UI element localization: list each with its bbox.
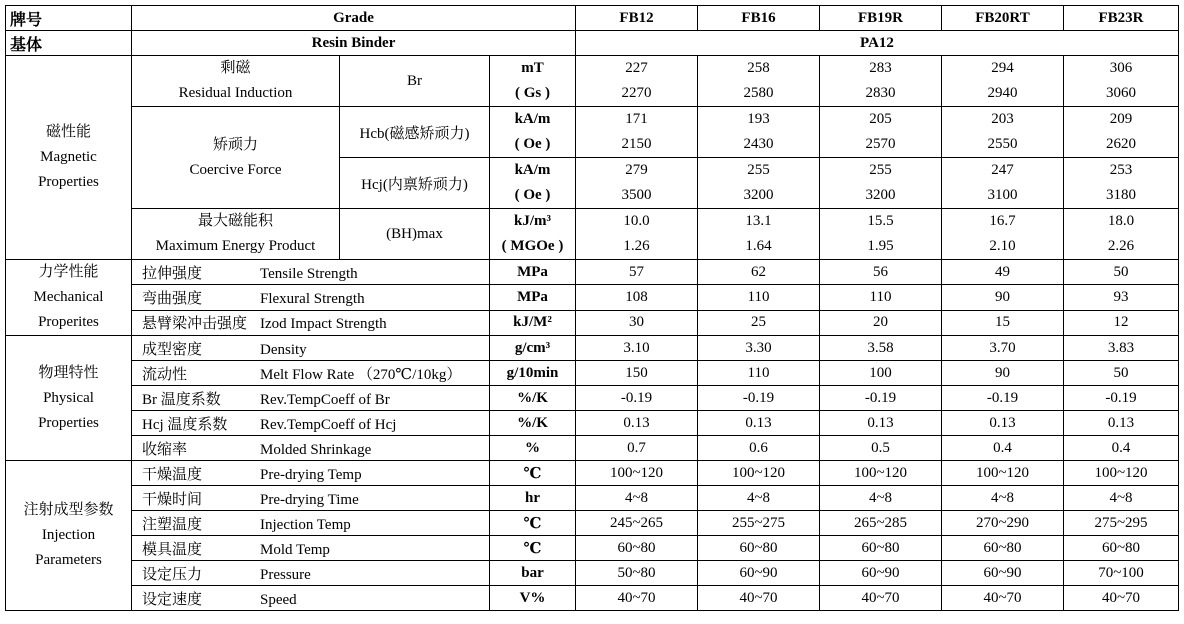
table-row (6, 411, 1179, 436)
unit: %/K (490, 386, 576, 411)
table-row (6, 56, 1179, 107)
unit: g/10min (490, 361, 576, 386)
property-name-cn: Br 温度系数 (142, 391, 221, 408)
cell-line: 10.0 (623, 213, 650, 229)
binder-en: Resin Binder (132, 31, 576, 56)
value: 60~90 (942, 561, 1064, 586)
value: 4~8 (942, 486, 1064, 511)
property-name-en: Rev.TempCoeff of Hcj (260, 416, 397, 433)
grade-header: FB23R (1064, 6, 1179, 31)
property-name-cn: 弯曲强度 (142, 290, 203, 307)
property-name (132, 486, 490, 511)
property-name-en: Tensile Strength (260, 265, 358, 282)
cell-line: Coercive Force (189, 161, 282, 178)
value: 56 (820, 260, 942, 285)
table-row (6, 536, 1179, 561)
category-line: 注射成型参数 (23, 502, 114, 518)
cell-line: 306 (1109, 60, 1133, 76)
cell-line: 2830 (865, 85, 896, 101)
property-name-cn: 模具温度 (142, 541, 203, 558)
value: 50 (1064, 260, 1179, 285)
property-name-en: Pressure (260, 566, 311, 583)
grade-header: FB16 (698, 6, 820, 31)
value (698, 158, 820, 209)
value: 12 (1064, 310, 1179, 335)
table-row (6, 436, 1179, 461)
property-name-en: Density (260, 341, 307, 358)
value: -0.19 (1064, 386, 1179, 411)
value: 4~8 (698, 486, 820, 511)
cell-line: 18.0 (1107, 213, 1135, 229)
cell-line: 2.10 (989, 238, 1016, 254)
property-name-cn: 成型密度 (142, 341, 203, 358)
binder-value: PA12 (576, 31, 1179, 56)
value: 0.13 (1064, 411, 1179, 436)
cell-line: 1.64 (745, 238, 772, 254)
cell-line: kJ/m³ (513, 213, 551, 229)
value: 0.7 (576, 436, 698, 461)
category-line: 力学性能 (38, 264, 99, 280)
cell-line: Residual Induction (178, 85, 293, 101)
value: 110 (698, 361, 820, 386)
value (820, 158, 942, 209)
table-row (6, 511, 1179, 536)
category-line: Mechanical (33, 289, 104, 305)
value: 0.13 (942, 411, 1064, 436)
property-name-cn: 干燥温度 (142, 466, 203, 483)
property-name-cn: Hcj 温度系数 (142, 416, 228, 433)
value: 100~120 (698, 461, 820, 486)
cell-line: 294 (991, 60, 1014, 76)
value (576, 209, 698, 260)
category-line: Injection (41, 527, 96, 543)
value: 60~80 (942, 536, 1064, 561)
property-name-cn: 设定速度 (142, 591, 203, 608)
value: 100~120 (1064, 461, 1179, 486)
unit (490, 107, 576, 158)
unit: kJ/M² (490, 310, 576, 335)
property-name-en: Melt Flow Rate （270℃/10kg） (260, 366, 462, 383)
value: -0.19 (698, 386, 820, 411)
property-name-cn: 流动性 (142, 366, 188, 383)
cell-line: ( Oe ) (514, 136, 551, 152)
unit: %/K (490, 411, 576, 436)
value: 0.4 (1064, 436, 1179, 461)
value: 90 (942, 361, 1064, 386)
value: 4~8 (1064, 486, 1179, 511)
cell-line: 255 (747, 162, 770, 178)
cell-line: 2580 (743, 85, 774, 101)
value: 100~120 (820, 461, 942, 486)
cell-line: 227 (625, 60, 648, 76)
unit: g/cm³ (490, 336, 576, 361)
spec-table (5, 5, 1179, 611)
value: 40~70 (576, 586, 698, 611)
value (820, 209, 942, 260)
property-name (132, 56, 340, 107)
table-row (6, 361, 1179, 386)
cell-line: 283 (869, 60, 892, 76)
value (942, 209, 1064, 260)
value: 150 (576, 361, 698, 386)
cell-line: 3100 (987, 187, 1018, 203)
cell-line: 279 (625, 162, 648, 178)
value (1064, 56, 1179, 107)
value: 275~295 (1064, 511, 1179, 536)
value: 4~8 (576, 486, 698, 511)
value (1064, 107, 1179, 158)
property-name (132, 260, 490, 285)
value: 40~70 (942, 586, 1064, 611)
value: 93 (1064, 285, 1179, 310)
cell-line: 2270 (621, 85, 652, 101)
cell-line: 3060 (1106, 85, 1136, 101)
cell-line: 2570 (865, 136, 896, 152)
cell-line: 1.26 (623, 238, 650, 254)
value: 3.83 (1064, 336, 1179, 361)
grade-header: FB19R (820, 6, 942, 31)
property-name (132, 361, 490, 386)
value: 60~90 (820, 561, 942, 586)
property-name (132, 386, 490, 411)
property-name (132, 586, 490, 611)
value: 40~70 (820, 586, 942, 611)
property-name-cn: 悬臂梁冲击强度 (142, 316, 248, 333)
table-row (6, 6, 1179, 31)
property-name (132, 511, 490, 536)
binder-cn: 基体 (6, 31, 132, 56)
category-line: Properties (38, 414, 99, 431)
value: 50 (1064, 361, 1179, 386)
table-row (6, 209, 1179, 260)
value: 0.6 (698, 436, 820, 461)
value: 3.58 (820, 336, 942, 361)
unit (490, 56, 576, 107)
property-name (132, 461, 490, 486)
value (698, 56, 820, 107)
value: -0.19 (820, 386, 942, 411)
value: 70~100 (1064, 561, 1179, 586)
grade-header: FB20RT (942, 6, 1064, 31)
cell-line: 203 (991, 111, 1014, 127)
category-label (6, 56, 132, 260)
unit: V% (490, 586, 576, 611)
cell-line: 2620 (1106, 136, 1136, 152)
value: 20 (820, 310, 942, 335)
value: 60~80 (820, 536, 942, 561)
property-symbol: Hcb(磁感矫顽力) (340, 107, 490, 158)
unit: hr (490, 486, 576, 511)
grade-header: FB12 (576, 6, 698, 31)
value: 62 (698, 260, 820, 285)
unit: MPa (490, 285, 576, 310)
property-name-en: Injection Temp (260, 516, 351, 533)
grade-en: Grade (132, 6, 576, 31)
property-name-cn: 注塑温度 (142, 516, 203, 533)
property-name (132, 436, 490, 461)
value: 3.30 (698, 336, 820, 361)
cell-line: 209 (1109, 111, 1133, 127)
cell-line: 2940 (987, 85, 1018, 101)
value: 60~80 (698, 536, 820, 561)
unit (490, 158, 576, 209)
value: 60~90 (698, 561, 820, 586)
cell-line: 171 (625, 111, 648, 127)
category-line: Magnetic (40, 149, 97, 165)
value (942, 158, 1064, 209)
value (698, 209, 820, 260)
cell-line: ( Oe ) (514, 187, 551, 203)
cell-line: Maximum Energy Product (155, 238, 316, 254)
property-name-en: Mold Temp (260, 541, 330, 558)
property-name-cn: 设定压力 (142, 566, 203, 583)
table-row (6, 461, 1179, 486)
value: 40~70 (698, 586, 820, 611)
cell-line: kA/m (514, 111, 551, 127)
property-name (132, 107, 340, 209)
value (576, 107, 698, 158)
cell-line: 193 (747, 111, 770, 127)
table-row (6, 486, 1179, 511)
property-name (132, 285, 490, 310)
unit: ℃ (490, 461, 576, 486)
value (576, 56, 698, 107)
unit: bar (490, 561, 576, 586)
cell-line: 15.5 (867, 213, 894, 229)
table-row (6, 586, 1179, 611)
property-name (132, 209, 340, 260)
cell-line: ( MGOe ) (501, 238, 564, 254)
cell-line: ( Gs ) (515, 85, 550, 101)
cell-line: 205 (869, 111, 892, 127)
property-name-en: Rev.TempCoeff of Br (260, 391, 390, 408)
property-name-en: Pre-drying Temp (260, 466, 362, 483)
value (1064, 158, 1179, 209)
table-row (6, 107, 1179, 158)
property-name-cn: 拉伸强度 (142, 265, 203, 282)
category-line: 物理特性 (38, 364, 99, 381)
value (942, 56, 1064, 107)
property-name-en: Molded Shrinkage (260, 441, 372, 458)
cell-line: 255 (869, 162, 892, 178)
category-label (6, 260, 132, 336)
cell-line: 剩磁 (220, 60, 251, 76)
property-symbol: Hcj(内禀矫顽力) (340, 158, 490, 209)
value: 3.10 (576, 336, 698, 361)
value: 108 (576, 285, 698, 310)
property-name (132, 336, 490, 361)
property-name-en: Pre-drying Time (260, 491, 359, 508)
cell-line: kA/m (514, 162, 551, 178)
value: 245~265 (576, 511, 698, 536)
value: 0.5 (820, 436, 942, 461)
property-name-en: Izod Impact Strength (260, 316, 387, 333)
category-line: Parameters (35, 552, 102, 568)
cell-line: 3180 (1106, 187, 1136, 203)
table-row (6, 31, 1179, 56)
cell-line: 2550 (987, 136, 1018, 152)
value: 4~8 (820, 486, 942, 511)
cell-line: 1.95 (867, 238, 894, 254)
value: 30 (576, 310, 698, 335)
property-name-cn: 收缩率 (142, 441, 188, 458)
cell-line: mT (521, 60, 544, 76)
value: -0.19 (942, 386, 1064, 411)
value (698, 107, 820, 158)
value: -0.19 (576, 386, 698, 411)
property-symbol: (BH)max (340, 209, 490, 260)
value: 60~80 (1064, 536, 1179, 561)
category-line: 磁性能 (45, 124, 91, 140)
value (942, 107, 1064, 158)
value: 0.13 (698, 411, 820, 436)
property-name (132, 411, 490, 436)
cell-line: 247 (991, 162, 1014, 178)
value: 100~120 (942, 461, 1064, 486)
value: 100~120 (576, 461, 698, 486)
unit: ℃ (490, 536, 576, 561)
cell-line: 最大磁能积 (197, 213, 273, 229)
grade-cn: 牌号 (6, 6, 132, 31)
cell-line: 13.1 (745, 213, 772, 229)
cell-line: 3200 (743, 187, 774, 203)
value: 50~80 (576, 561, 698, 586)
value: 0.4 (942, 436, 1064, 461)
value: 25 (698, 310, 820, 335)
cell-line: 258 (747, 60, 770, 76)
value: 265~285 (820, 511, 942, 536)
value: 0.13 (576, 411, 698, 436)
cell-line: 2.26 (1107, 238, 1135, 254)
value: 57 (576, 260, 698, 285)
cell-line: 3200 (865, 187, 896, 203)
table-row (6, 285, 1179, 310)
table-row (6, 561, 1179, 586)
category-line: Properites (38, 314, 99, 330)
property-name (132, 536, 490, 561)
cell-line: 16.7 (989, 213, 1016, 229)
value: 15 (942, 310, 1064, 335)
property-symbol: Br (340, 56, 490, 107)
value: 60~80 (576, 536, 698, 561)
value: 255~275 (698, 511, 820, 536)
cell-line: 253 (1109, 162, 1133, 178)
category-label (6, 336, 132, 461)
cell-line: 3500 (621, 187, 652, 203)
value: 0.13 (820, 411, 942, 436)
category-line: Properties (38, 174, 99, 190)
table-row (6, 336, 1179, 361)
value: 100 (820, 361, 942, 386)
table-row (6, 260, 1179, 285)
value (820, 107, 942, 158)
cell-line: 2430 (743, 136, 774, 152)
property-name-cn: 干燥时间 (142, 491, 203, 508)
property-name-en: Flexural Strength (260, 290, 365, 307)
value: 110 (698, 285, 820, 310)
cell-line: 2150 (621, 136, 652, 152)
unit: MPa (490, 260, 576, 285)
category-line: Physical (43, 389, 94, 406)
value: 110 (820, 285, 942, 310)
value: 40~70 (1064, 586, 1179, 611)
property-name (132, 561, 490, 586)
table-row (6, 386, 1179, 411)
value: 270~290 (942, 511, 1064, 536)
property-name-en: Speed (260, 591, 297, 608)
value (1064, 209, 1179, 260)
cell-line: 矫顽力 (212, 136, 258, 153)
value (576, 158, 698, 209)
value: 49 (942, 260, 1064, 285)
unit: ℃ (490, 511, 576, 536)
category-label (6, 461, 132, 611)
table-row (6, 310, 1179, 335)
value: 90 (942, 285, 1064, 310)
property-name (132, 310, 490, 335)
unit (490, 209, 576, 260)
value: 3.70 (942, 336, 1064, 361)
unit: % (490, 436, 576, 461)
value (820, 56, 942, 107)
